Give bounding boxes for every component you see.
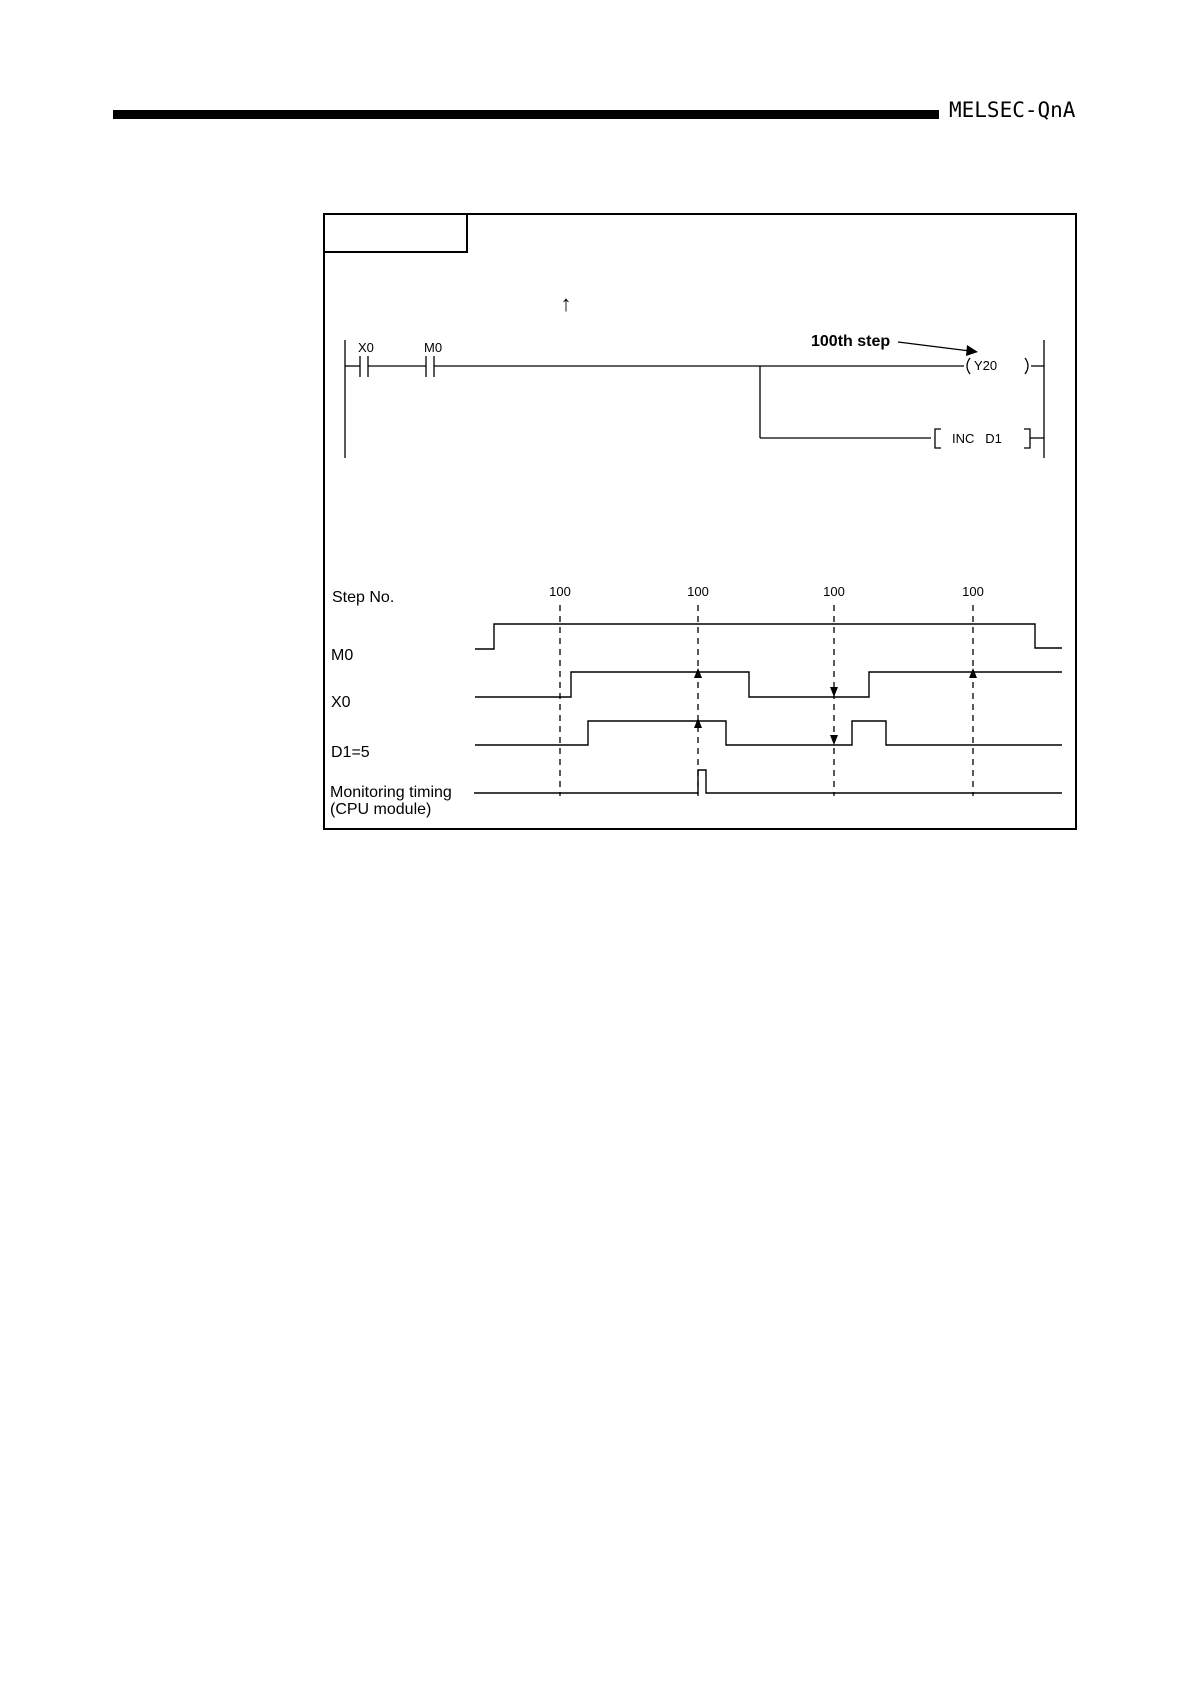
instruction-right-bracket — [1024, 429, 1030, 448]
header-title: MELSEC-QnA — [949, 98, 1076, 122]
monitor-label-line1: Monitoring timing — [330, 784, 452, 801]
arrow-up-d1-step2 — [694, 718, 702, 728]
step-no-label: Step No. — [332, 589, 395, 606]
step-value-4: 100 — [962, 584, 984, 599]
step-value-3: 100 — [823, 584, 845, 599]
coil-y20-left — [967, 358, 970, 374]
coil-y20-label: Y20 — [974, 358, 998, 373]
up-arrow-glyph: ↑ — [560, 291, 572, 316]
step-value-2: 100 — [687, 584, 709, 599]
monitor-label-line2: (CPU module) — [330, 801, 432, 818]
signal-d1-waveform — [475, 721, 1062, 745]
annotation-arrowhead — [966, 345, 978, 356]
coil-y20-right — [1025, 358, 1028, 374]
contact-x0-label: X0 — [358, 340, 374, 355]
step-annotation: 100th step — [811, 333, 891, 350]
step-value-1: 100 — [549, 584, 571, 599]
arrow-up-x0-step4 — [969, 668, 977, 678]
arrow-down-x0-step3 — [830, 687, 838, 697]
signal-m0-waveform — [475, 624, 1062, 649]
contact-m0-label: M0 — [424, 340, 443, 355]
ladder-diagram — [345, 340, 1044, 458]
signal-x0-label: X0 — [331, 694, 351, 711]
monitor-timing-waveform — [474, 770, 1062, 793]
arrow-up-x0-step2 — [694, 668, 702, 678]
signal-m0-label: M0 — [331, 647, 354, 664]
instruction-left-bracket — [935, 429, 941, 448]
annotation-arrow-line — [898, 342, 970, 351]
instruction-label: INC D1 — [952, 431, 1002, 446]
signal-d1-label: D1=5 — [331, 744, 370, 761]
arrow-down-d1-step3 — [830, 735, 838, 745]
